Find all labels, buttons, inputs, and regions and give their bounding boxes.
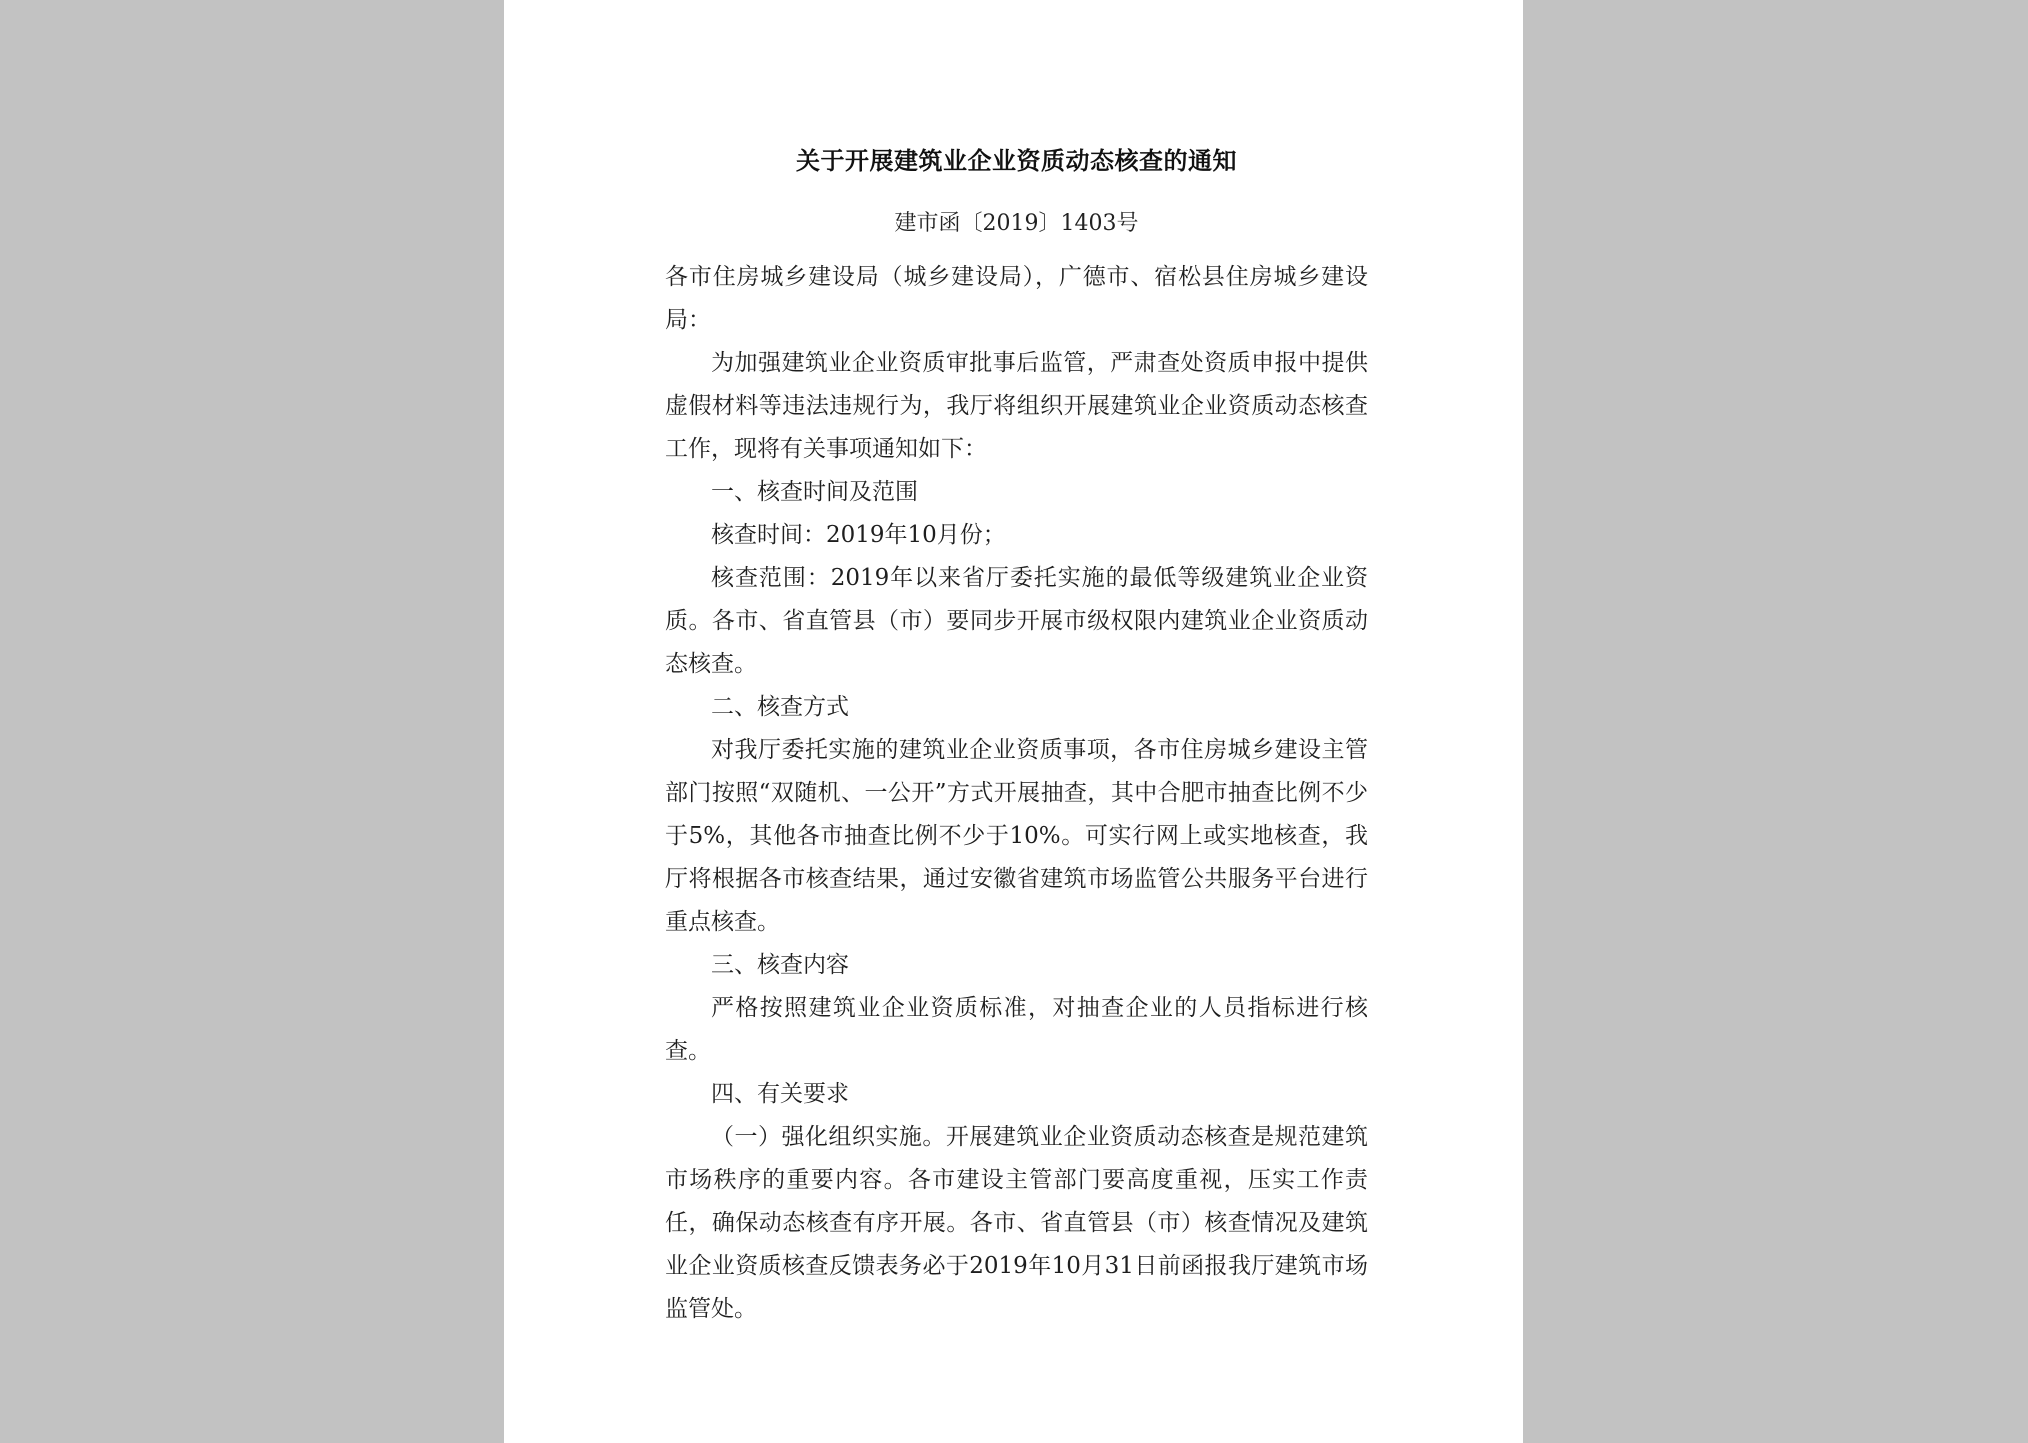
paragraph-check-content: 严格按照建筑业企业资质标准，对抽查企业的人员指标进行核查。 [665, 995, 1368, 1064]
section-heading-2: 二、核查方式 [711, 694, 849, 720]
paragraph-check-time: 核查时间：2019年10月份； [711, 522, 1006, 548]
section-heading-3: 三、核查内容 [711, 952, 849, 978]
paragraph-check-scope: 核查范围：2019年以来省厅委托实施的最低等级建筑业企业资质。各市、省直管县（市）要同步开展市级权限内建筑业企业资质动态核查。 [665, 565, 1368, 677]
section-heading-4: 四、有关要求 [711, 1081, 849, 1107]
section-heading-1: 一、核查时间及范围 [711, 479, 918, 505]
document-body [665, 256, 1368, 1331]
document-title: 关于开展建筑业企业资质动态核查的通知 [796, 146, 1237, 175]
paragraph-check-method: 对我厅委托实施的建筑业企业资质事项，各市住房城乡建设主管部门按照“双随机、一公开”方式开展抽查，其中合肥市抽查比例不少于5%，其他各市抽查比例不少于10%。可实行网上或实地核查，我厅将根据各市核查结果，通过安徽省建筑市场监管公共服务平台进行重点核查。 [665, 737, 1368, 935]
salutation: 各市住房城乡建设局（城乡建设局），广德市、宿松县住房城乡建设局： [665, 264, 1368, 333]
document-page [504, 0, 1523, 1443]
paragraph-intro: 为加强建筑业企业资质审批事后监管，严肃查处资质申报中提供虚假材料等违法违规行为，我厅将组织开展建筑业企业资质动态核查工作，现将有关事项通知如下： [665, 350, 1368, 462]
document-number: 建市函〔2019〕1403号 [894, 211, 1139, 236]
paragraph-requirement-1: （一）强化组织实施。开展建筑业企业资质动态核查是规范建筑市场秩序的重要内容。各市建设主管部门要高度重视，压实工作责任，确保动态核查有序开展。各市、省直管县（市）核查情况及建筑业企业资质核查反馈表务必于2019年10月31日前函报我厅建筑市场监管处。 [665, 1124, 1368, 1322]
